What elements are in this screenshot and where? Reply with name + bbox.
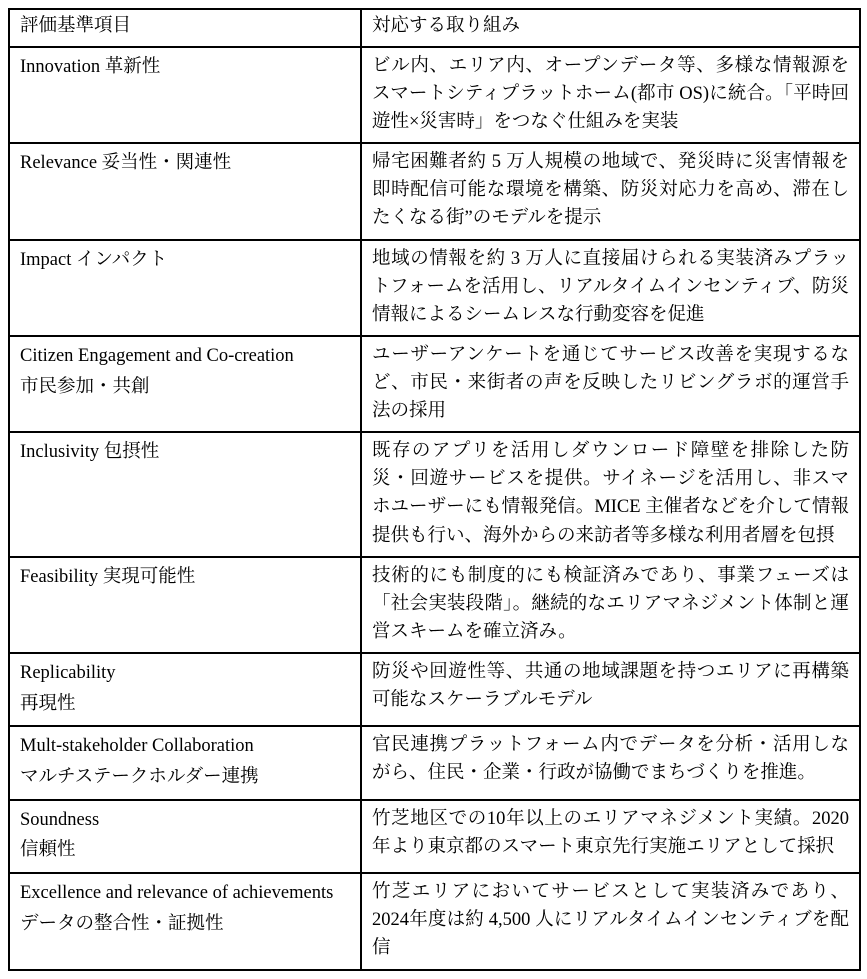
criterion-line: 市民参加・共創 — [20, 376, 150, 397]
initiative-text: 地域の情報を約 3 万人に直接届けられる実装済みプラットフォームを活用し、リアルタイムインセンティブ、防災情報によるシームレスな行動変容を促進 — [372, 248, 849, 325]
table-row — [9, 873, 860, 969]
initiative-text: 帰宅困難者約 5 万人規模の地域で、発災時に災害情報を即時配信可能な環境を構築、防災対応力を高め、滞在したくなる街”のモデルを提示 — [372, 152, 849, 229]
criteria-column-header: 評価基準項目 — [9, 9, 361, 47]
table-row — [9, 240, 860, 336]
initiative-cell — [361, 653, 860, 726]
initiative-text: 既存のアプリを活用しダウンロード障壁を排除した防災・回遊サービスを提供。サイネージを活用し、非スマホユーザーにも情報発信。MICE 主催者などを介して情報提供も行い、海外からの来訪者等多様な利用者層を包摂 — [372, 441, 849, 546]
table-row — [9, 47, 860, 143]
table-row — [9, 432, 860, 556]
criterion-line: Citizen Engagement and Co-creation — [20, 345, 294, 366]
initiative-cell — [361, 143, 860, 239]
criterion-line: 再現性 — [20, 693, 76, 714]
initiative-cell — [361, 240, 860, 336]
initiative-text: 技術的にも制度的にも検証済みであり、事業フェーズは「社会実装段階」。継続的なエリアマネジメント体制と運営スキームを確立済み。 — [372, 565, 849, 642]
initiative-cell — [361, 800, 860, 873]
criterion-line: Excellence and relevance of achievements — [20, 883, 334, 904]
criterion-line: Soundness — [20, 809, 100, 830]
criterion-line: Mult-stakeholder Collaboration — [20, 736, 254, 757]
initiative-text: 竹芝エリアにおいてサービスとして実装済みであり、2024年度は約 4,500 人にリアルタイムインセンティブを配信 — [372, 882, 849, 959]
criterion-cell — [9, 557, 361, 653]
initiative-text: 竹芝地区での10年以上のエリアマネジメント実績。2020年より東京都のスマート東京先行実施エリアとして採択 — [372, 808, 849, 857]
initiative-text: 官民連携プラットフォーム内でデータを分析・活用しながら、住民・企業・行政が協働でまちづくりを推進。 — [372, 735, 849, 784]
criterion-cell — [9, 653, 361, 726]
criterion-line: Relevance 妥当性・関連性 — [20, 153, 232, 174]
criterion-line: 信頼性 — [20, 840, 76, 861]
initiative-text: 防災や回遊性等、共通の地域課題を持つエリアに再構築可能なスケーラブルモデル — [372, 661, 849, 711]
initiative-text: ユーザーアンケートを通じてサービス改善を実現するなど、市民・来街者の声を反映したリビングラボ的運営手法の採用 — [372, 344, 849, 422]
table-row — [9, 143, 860, 239]
table-row — [9, 653, 860, 726]
criterion-cell — [9, 336, 361, 432]
initiative-cell — [361, 726, 860, 799]
criterion-line: Inclusivity 包摂性 — [20, 442, 160, 463]
initiative-cell — [361, 336, 860, 432]
criterion-cell — [9, 873, 361, 969]
criterion-line: マルチステークホルダー連携 — [20, 767, 259, 788]
criterion-line: Replicability — [20, 662, 116, 683]
criterion-cell — [9, 240, 361, 336]
criterion-cell — [9, 432, 361, 556]
initiative-cell — [361, 557, 860, 653]
table-header-row — [9, 9, 860, 47]
criterion-cell — [9, 726, 361, 799]
initiative-cell — [361, 873, 860, 969]
criterion-line: Innovation 革新性 — [20, 56, 161, 77]
evaluation-table — [8, 8, 861, 971]
initiative-cell — [361, 47, 860, 143]
table-row — [9, 336, 860, 432]
initiative-text: ビル内、エリア内、オープンデータ等、多様な情報源をスマートシティプラットホーム(都市 OS)に統合。「平時回遊性×災害時」をつなぐ仕組みを実装 — [372, 55, 849, 133]
table-row — [9, 557, 860, 653]
criterion-line: Impact インパクト — [20, 249, 168, 270]
criterion-cell — [9, 143, 361, 239]
initiatives-column-header: 対応する取り組み — [361, 9, 860, 47]
table-row — [9, 800, 860, 873]
criterion-cell — [9, 800, 361, 873]
table-row — [9, 726, 860, 799]
criterion-line: Feasibility 実現可能性 — [20, 566, 196, 587]
initiative-cell — [361, 432, 860, 556]
criterion-cell — [9, 47, 361, 143]
criterion-line: データの整合性・証拠性 — [20, 913, 224, 934]
